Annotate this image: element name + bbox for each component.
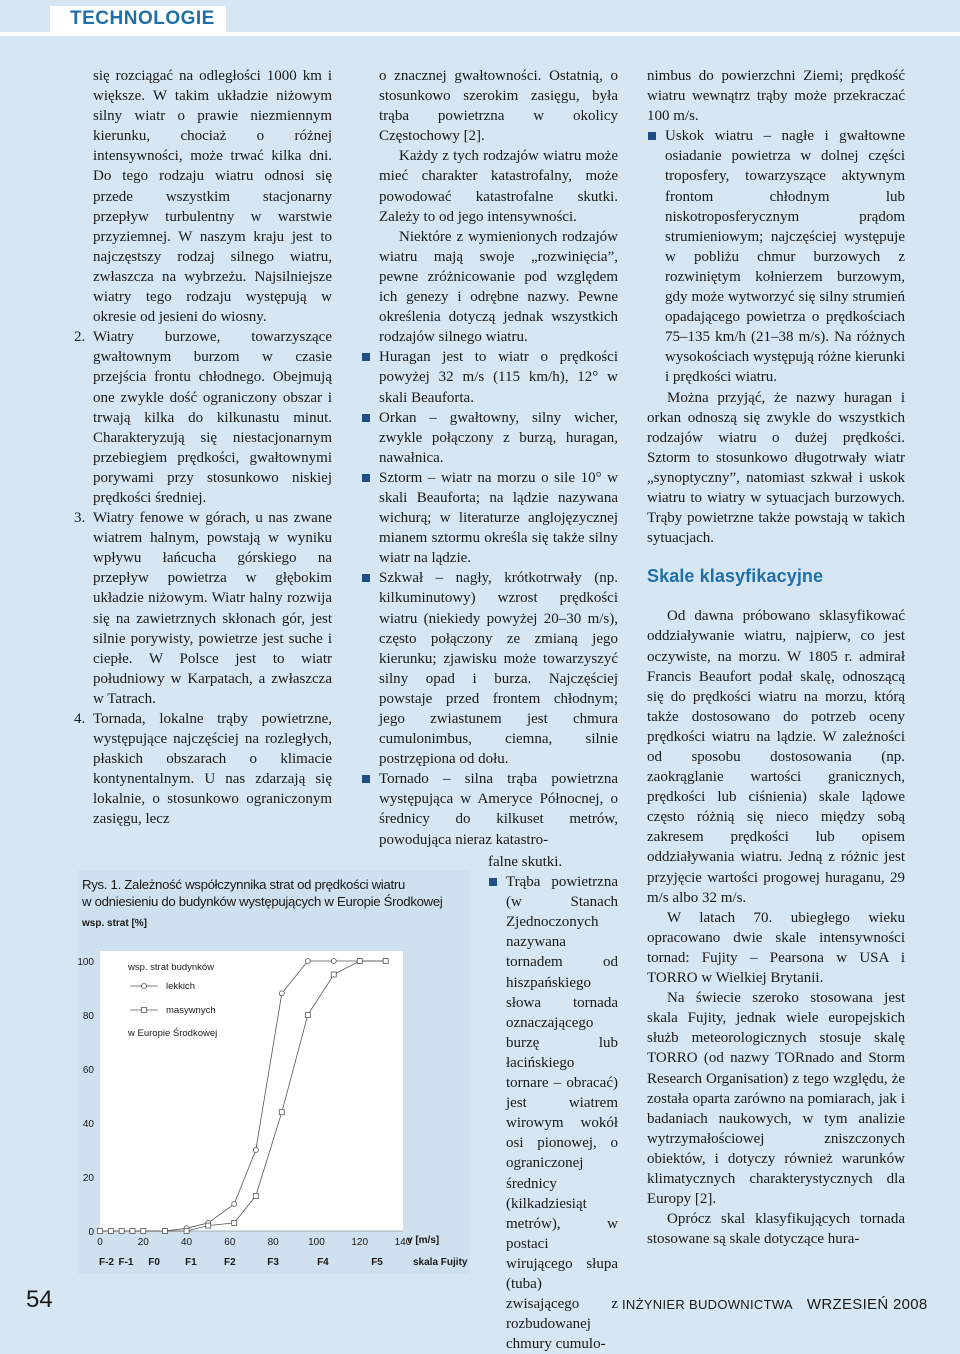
issue-date: WRZESIEŃ 2008: [806, 1296, 928, 1313]
caption-line: w odniesieniu do budynków występujących w Europie Środkowej: [82, 894, 443, 909]
magazine-name: INŻYNIER BUDOWNICTWA: [622, 1297, 793, 1312]
plot-area: [100, 951, 403, 1231]
data-point-masywnych: [253, 1193, 258, 1198]
data-point-masywnych: [119, 1229, 124, 1234]
list-text: Wiatry fenowe w górach, u nas zwane wiatrem halnym, powstają w wyniku wpływu łańcucha górskiego na przepływ powietrza w głębokim układzie niżowym. Wiatr halny rozwija się na zawietrznych skłonach gór, jest silnie porywisty, powietrze jest suche i ciepłe. W Polsce jest to wiatr południowy w Karpatach, a zwłaszcza w Tatrach.: [93, 510, 332, 707]
data-point-lekkich: [331, 959, 336, 964]
paragraph: Można przyjąć, że nazwy huragan i orkan odnoszą się zwykle do wszystkich rodzajów wiatru o dużej prędkości. Sztorm to stosunkowo długotrwały wiatr „synoptyczny”, natomiast szkwał i uskok wiatru to wiatry w sytuacjach burzowych. Trąby powietrzne także powstają w takich sytuacjach.: [647, 389, 905, 547]
x-tick-label: 140: [394, 1237, 412, 1248]
data-point-masywnych: [206, 1223, 211, 1228]
data-point-lekkich: [232, 1202, 237, 1207]
paragraph: Od dawna próbowano sklasyfikować oddziaływanie wiatru, najpierw, co jest oczywiste, na morzu. W 1805 r. admirał Francis Beaufort podał skalę, odnoszącą się do prędkości wiatru na morzu, którą także dostosowano do potrzeb oceny prędkości wiatru na lądzie. W zależności od sposobu dostosowania (np. zaokrąglanie wartości granicznych, prędkości lub ciśnienia) skale lądowe często różnią się nieco między sobą zakresem prędkości lub opisem oddziaływania wiatru. Jedną z różnic jest przyjęcie wartości progowej huraganu, 29 m/s albo 32 m/s.: [647, 608, 905, 906]
fujita-axis-label: skala Fujity: [413, 1257, 468, 1268]
legend-label: masywnych: [166, 1005, 216, 1016]
list-item: [74, 508, 332, 709]
paragraph: W latach 70. ubiegłego wieku opracowano dwie skale intensywności tornad: Fujity – Pearsona w USA i TORRO w Wielkiej Brytanii.: [647, 909, 905, 987]
fujita-tick-label: F-1: [118, 1257, 134, 1268]
paragraph: falne skutki.: [488, 854, 563, 870]
bullet-item: Szkwał – nagły, krótkotrwały (np. kilkuminutowy) wzrost prędkości wiatru (niekiedy powyżej 20–30 m/s), często połączony ze zmianą jego kierunku; zjawisku może towarzyszyć silny opad i burza. Najczęściej powstaje przed frontem chłodnym; jego zwiastunem jest chmura cumulonimbus, ciemna, silnie postrzępiona od dołu.: [361, 568, 618, 769]
figure-caption: [82, 876, 472, 910]
fujita-tick-label: F0: [148, 1257, 160, 1268]
x-tick-label: 0: [97, 1237, 103, 1248]
data-point-lekkich: [279, 991, 284, 996]
paragraph: nimbus do powierzchni Ziemi; prędkość wiatru wewnątrz trąby może przekraczać 100 m/s.: [647, 68, 905, 125]
x-tick-label: 120: [351, 1237, 369, 1248]
data-point-masywnych: [331, 972, 336, 977]
y-tick-label: 100: [77, 957, 94, 968]
fujita-tick-label: F-2: [98, 1257, 114, 1268]
legend-title: wsp. strat budynków: [128, 962, 215, 973]
bullet-item: Uskok wiatru – nagłe i gwałtowne osiadanie powietrza w dolnej części troposfery, towarzyszące aktywnym frontom chłodnym lub niskotroposferycznym prądom strumieniowym; najczęściej występuje w pobliżu chmur burzowych z rozwiniętym kołnierzem burzowym, gdy może wytworzyć się silny strumień opadającego powietrza o prędkościach 75–135 km/h (21–38 m/s). Na różnych wysokościach występują różne kierunki i prędkości wiatru.: [647, 126, 905, 387]
y-tick-label: 80: [82, 1011, 94, 1022]
list-number: 2.: [74, 329, 86, 346]
fujita-tick-label: F5: [371, 1257, 383, 1268]
data-point-masywnych: [383, 959, 388, 964]
bullet-item: Orkan – gwałtowny, silny wicher, zwykle połączony z burzą, huragan, nawałnica.: [361, 408, 618, 468]
paragraph: Oprócz skal klasyfikujących tornada stosowane są skale dotyczące hura-: [647, 1211, 905, 1248]
x-tick-label: 60: [224, 1237, 236, 1248]
data-point-masywnych: [357, 959, 362, 964]
list-text: Tornada, lokalne trąby powietrzne, występujące najczęściej na rozległych, płaskich obszarach o klimacie kontynentalnym. U nas zdarzają się lokalnie, o stosunkowo ograniczonym zasięgu, lecz: [93, 711, 332, 828]
y-tick-label: 20: [82, 1173, 94, 1184]
list-number: 3.: [74, 510, 86, 527]
x-tick-label: 40: [181, 1237, 193, 1248]
x-axis-label: v [m/s]: [407, 1235, 440, 1246]
legend-marker-square: [142, 1008, 147, 1013]
paragraph: Każdy z tych rodzajów wiatru może mieć charakter katastrofalny, może powodować katastrofalne skutki. Zależy to od jego intensywności.: [379, 148, 618, 225]
data-point-masywnych: [162, 1229, 167, 1234]
legend-marker-circle: [142, 984, 147, 989]
page-number: 54: [26, 1286, 53, 1313]
data-point-masywnych: [232, 1220, 237, 1225]
paragraph: Na świecie szeroko stosowana jest skala Fujity, jednak wiele europejskich służb meteorologicznych stosuje skalę TORRO (od nazwy TORnado and Storm Research Organisation) z tego względu, że została oparta zarówno na pomiarach, jak i badaniach naukowych, w tym analizie wytrzymałościowej zniszczonych obiektów, i dotyczy również warunków klimatycznych charakterystycznych dla Europy [2].: [647, 990, 905, 1208]
section-heading: Skale klasyfikacyjne: [647, 566, 824, 587]
fujita-tick-label: F1: [185, 1257, 197, 1268]
paragraph: o znacznej gwałtowności. Ostatnią, o stosunkowo szerokim zasięgu, była trąba powietrzna w okolicy Częstochowy [2].: [379, 68, 618, 145]
data-point-lekkich: [253, 1148, 258, 1153]
data-point-lekkich: [305, 959, 310, 964]
section-tab: [50, 6, 226, 34]
column-1: [74, 66, 332, 830]
paragraph: Niektóre z wymienionych rodzajów wiatru mają swoje „rozwinięcia”, pewne zróżnicowanie pod względem ich genezy i odrębne nazwy. Pewne określenia dotyczą jednak wszystkich rodzajów silnego wiatru.: [379, 228, 618, 346]
bullet-item: Sztorm – wiatr na morzu o sile 10° w skali Beauforta; na lądzie nazywana wichurą; w literaturze anglojęzycznej mianem sztormu określa się także silny wiatr na lądzie.: [361, 468, 618, 568]
x-tick-label: 80: [267, 1237, 279, 1248]
column-2-continuation: [488, 852, 618, 1354]
list-item: [74, 709, 332, 830]
data-point-masywnych: [305, 1013, 310, 1018]
data-point-masywnych: [98, 1229, 103, 1234]
data-point-masywnych: [130, 1229, 135, 1234]
legend-footer: w Europie Środkowej: [128, 1028, 218, 1039]
caption-line: Rys. 1. Zależność współczynnika strat od prędkości wiatru: [82, 877, 405, 892]
data-point-masywnych: [279, 1110, 284, 1115]
legend-label: lekkich: [166, 981, 196, 992]
fujita-tick-label: F4: [317, 1257, 329, 1268]
y-tick-label: 0: [88, 1227, 94, 1238]
bullet-item: Tornado – silna trąba powietrzna występująca w Ameryce Północnej, o średnicy do kilkuset metrów, powodująca nieraz katastro-: [361, 769, 618, 849]
bullet-item: Trąba powietrzna (w Stanach Zjednoczonych nazywana tornadem od hiszpańskiego słowa tornada oznaczającego burzę lub łacińskiego tornare – obracać) jest wiatrem wirowym wokół osi pionowej, o ograniczonej średnicy (kilkadziesiąt metrów), w postaci wirującego słupa (tuba) zwisającego z rozbudowanej chmury cumulo-: [488, 872, 618, 1354]
x-tick-label: 20: [137, 1237, 149, 1248]
header-rule: [0, 32, 960, 36]
column-3: [647, 66, 905, 1249]
fujita-tick-label: F3: [267, 1257, 279, 1268]
y-tick-label: 60: [82, 1065, 94, 1076]
data-point-masywnych: [108, 1229, 113, 1234]
data-point-masywnych: [184, 1229, 189, 1234]
column-2: [361, 66, 618, 850]
section-title: TECHNOLOGIE: [70, 8, 215, 29]
bullet-item: Huragan jest to wiatr o prędkości powyżej 32 m/s (115 km/h), 12° w skali Beauforta.: [361, 347, 618, 407]
list-number: 4.: [74, 711, 86, 727]
y-tick-label: 40: [82, 1119, 94, 1130]
loss-coefficient-chart: [78, 910, 470, 1280]
paragraph: się rozciągać na odległości 1000 km i większe. W takim układzie niżowym silny wiatr o prawie niezmiennym kierunku, chociaż o różnej intensywności, może trwać kilka dni. Do tego rodzaju wiatru odnosi się przede wszystkim stacjonarny przepływ turbulentny w warstwie przyziemnej. W naszym kraju jest to najczęstszy rodzaj silnego wiatru, zwłaszcza na wybrzeżu. Najsilniejsze wiatry tego rodzaju występują w okresie od jesieni do wiosny.: [93, 68, 332, 326]
fujita-tick-label: F2: [224, 1257, 236, 1268]
list-item: [74, 327, 332, 508]
y-axis-label: wsp. strat [%]: [82, 918, 148, 929]
x-tick-label: 100: [308, 1237, 325, 1248]
list-text: Wiatry burzowe, towarzyszące gwałtownym burzom w czasie przejścia frontu chłodnego. Obejmują one zwykle dość ograniczony obszar i trwają kilka do kilkunastu minut. Charakteryzują się niestacjonarnym przebiegiem prędkości, gwałtownymi porywami przy stosunkowo niskiej prędkości średniej.: [93, 329, 332, 506]
footer: [622, 1296, 928, 1313]
data-point-masywnych: [141, 1229, 146, 1234]
